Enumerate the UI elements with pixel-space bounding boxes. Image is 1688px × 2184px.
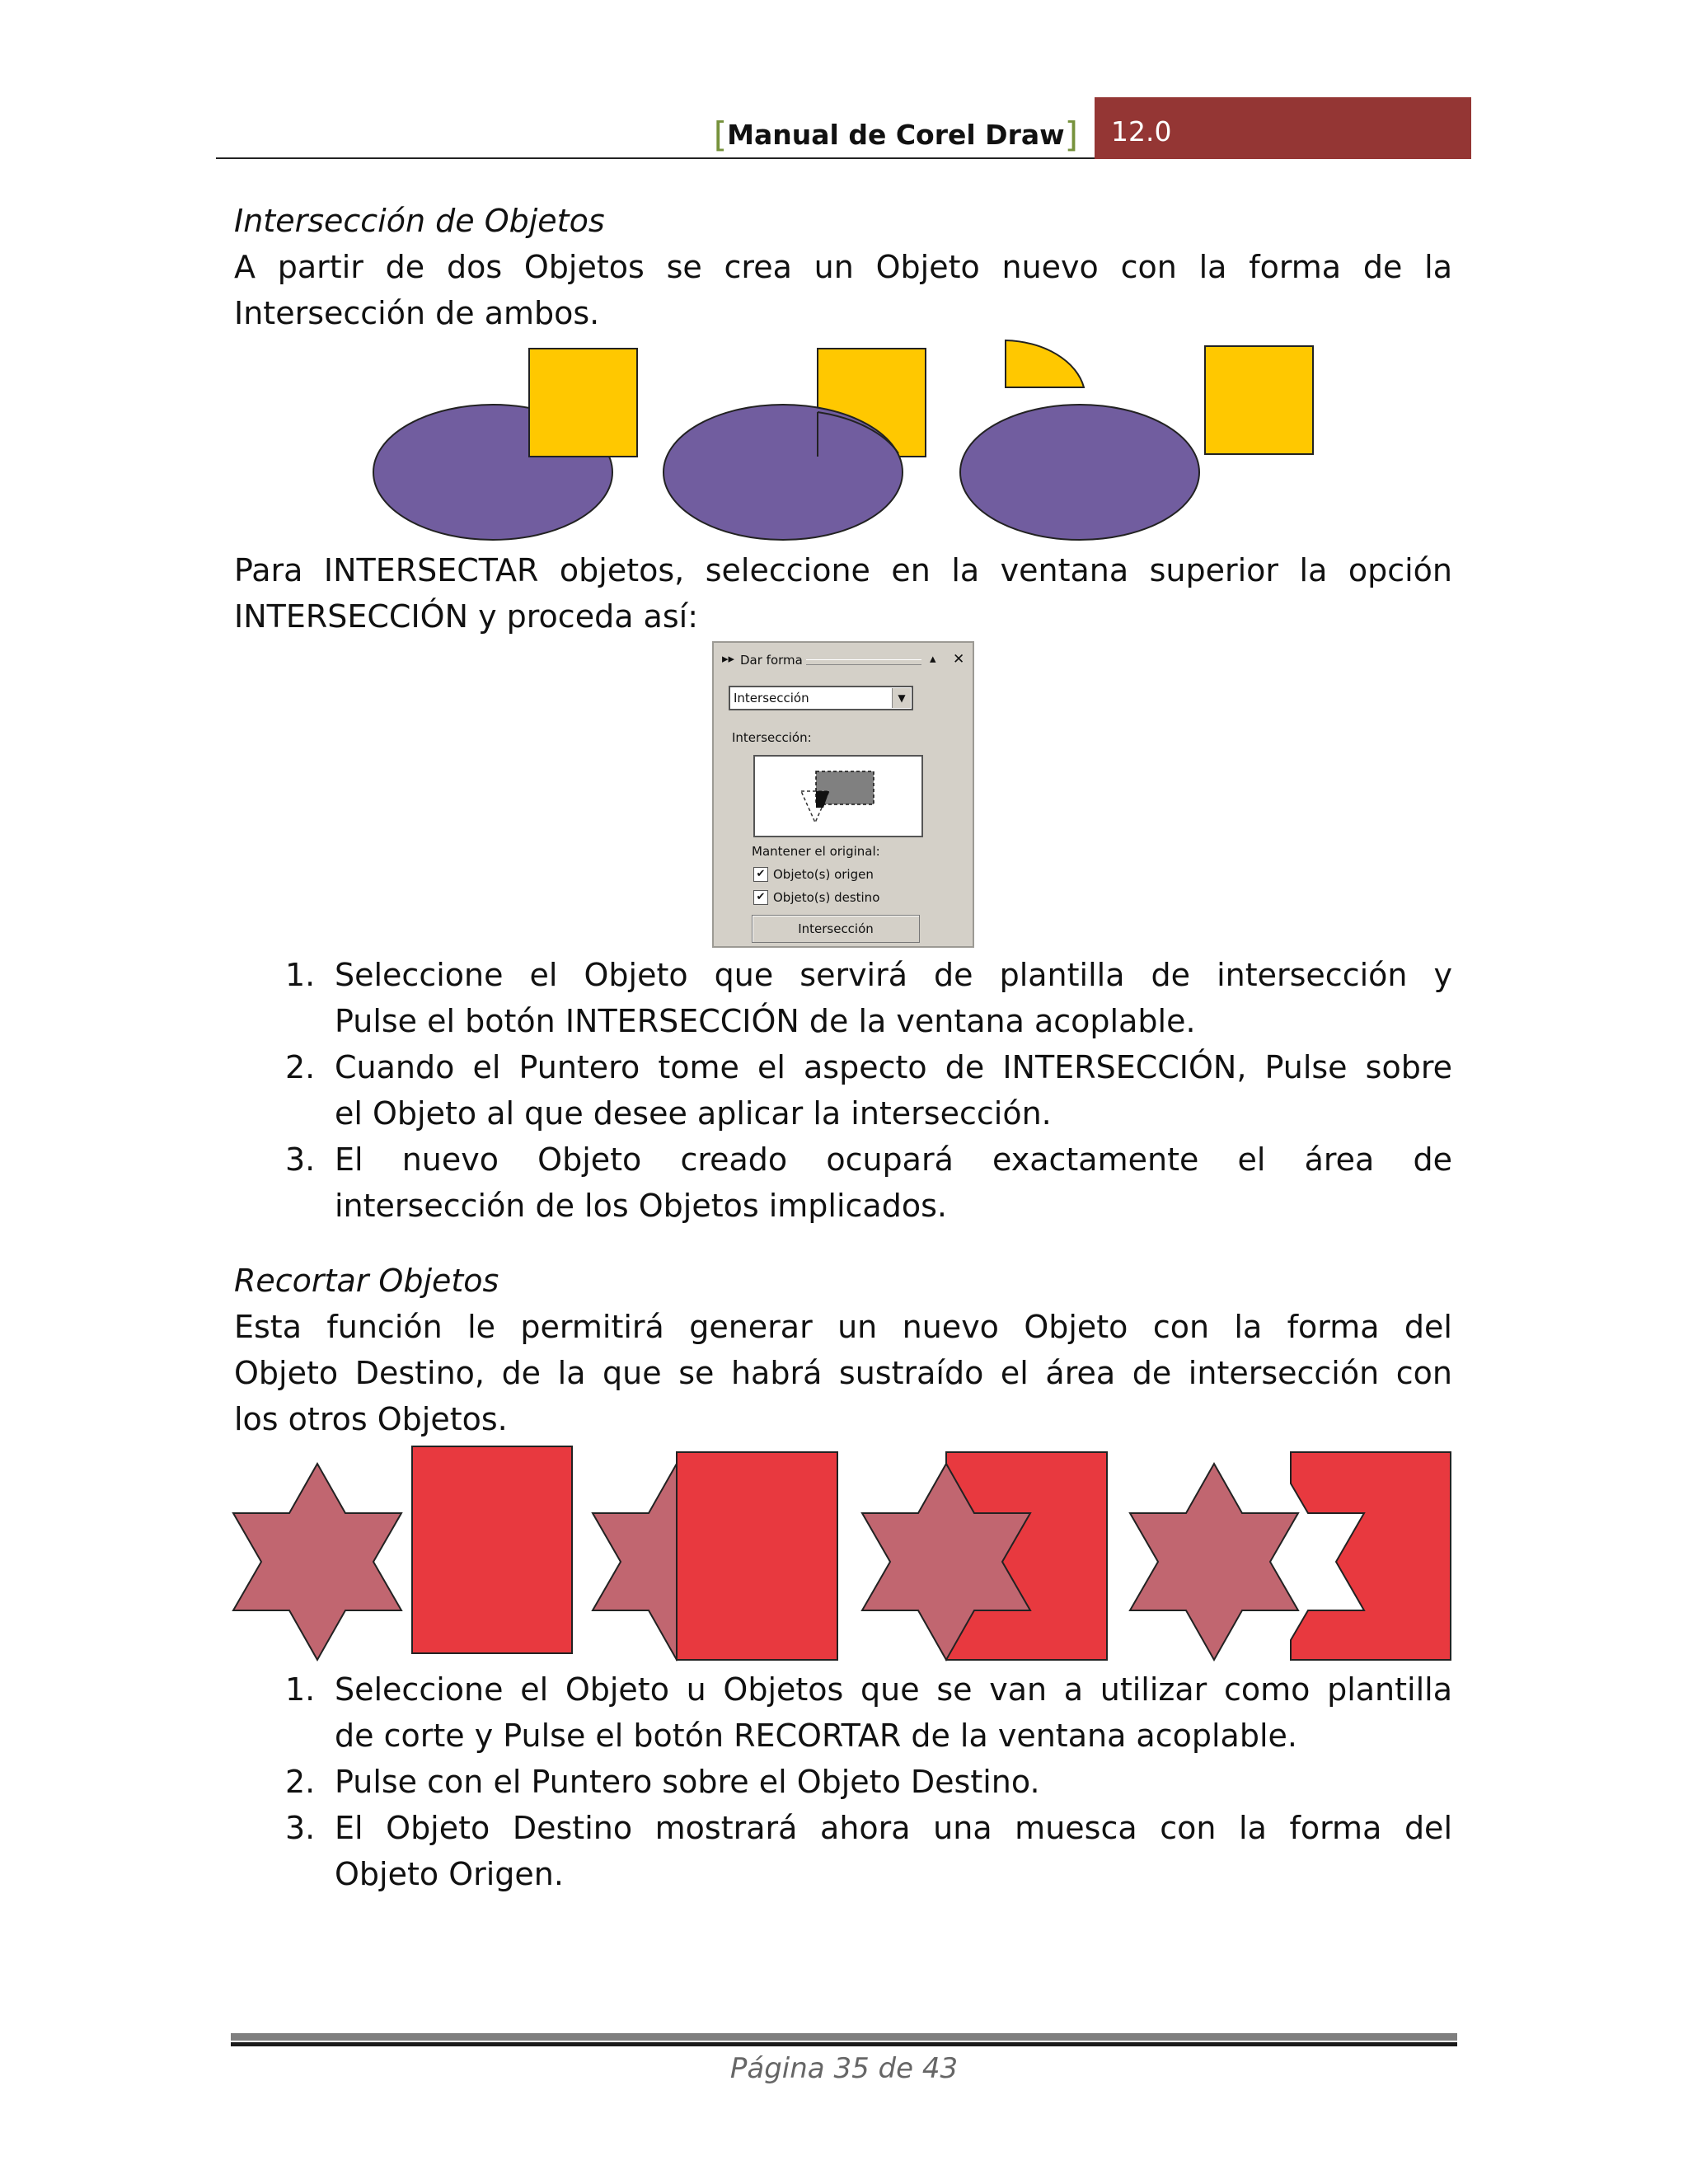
version-label: 12.0 [1111,115,1172,148]
collapse-arrow-icon[interactable]: ▴ [930,651,936,666]
intersection-illustration [363,334,1327,548]
intersection-piece [1006,340,1084,387]
close-icon[interactable]: ✕ [953,651,965,668]
trim-step-1-line2: de corte y Pulse el botón RECORTAR de la ventana acoplable. [335,1718,1297,1754]
target-objects-label: Objeto(s) destino [773,890,880,905]
yellow-square [529,349,637,457]
intersection-step-3-line2: intersección de los Objetos implicados. [335,1188,947,1224]
yellow-square [1205,346,1313,454]
intersection-step-3-line1: El nuevo Objeto creado ocupará exactamente el área de [335,1141,1452,1178]
intersection-instruction-line1: Para INTERSECTAR objetos, seleccione en la ventana superior la opción [234,552,1452,588]
star-rectangle-overlap-front [862,1452,1107,1660]
open-bracket: [ [713,115,728,155]
operation-preview [753,755,923,837]
purple-ellipse [960,405,1199,540]
source-objects-checkbox[interactable]: ✔ [753,867,768,882]
trim-intro-line2: Objeto Destino, de la que se habrá sustraído el área de intersección con [234,1355,1452,1391]
intersection-step-2-line1: Cuando el Puntero tome el aspecto de INTERSECCIÓN, Pulse sobre [335,1049,1452,1085]
trim-step-3-number: 3. [285,1810,316,1846]
intersection-step-3-number: 3. [285,1141,316,1178]
intersection-intro-line2: Intersección de ambos. [234,295,600,331]
intersection-preview-icon [755,757,921,836]
intersection-step-1-number: 1. [285,957,316,993]
star-rectangle-overlap-back [593,1452,837,1660]
trim-intro-line1: Esta función le permitirá generar un nuevo Objeto con la forma del [234,1309,1452,1345]
purple-ellipse [663,405,903,540]
section-heading-trim: Recortar Objetos [234,1263,499,1299]
target-objects-checkbox[interactable]: ✔ [753,890,768,905]
panel-title-grip [806,659,921,665]
section-heading-intersection: Intersección de Objetos [234,203,605,239]
trimmed-rectangle [1291,1452,1451,1660]
intersection-section-label: Intersección: [732,730,812,745]
keep-original-label: Mantener el original: [752,844,880,859]
panel-grip-icon[interactable]: ▸▸ [722,651,735,666]
intersection-instruction-line2: INTERSECCIÓN y proceda así: [234,598,699,635]
source-objects-label: Objeto(s) origen [773,867,874,882]
trimmed-result [1130,1452,1451,1660]
trim-intro-line3: los otros Objetos. [234,1401,508,1437]
document-header-title [713,112,1078,155]
trim-illustration [231,1442,1459,1665]
trim-step-2-line1: Pulse con el Puntero sobre el Objeto Destino. [335,1764,1040,1800]
panel-title: Dar forma [740,653,803,668]
shaping-docker-panel [712,641,974,948]
close-bracket: ] [1064,115,1078,155]
trim-step-1-line1: Seleccione el Objeto u Objetos que se van a utilizar como plantilla [335,1671,1452,1708]
hexagram-star [233,1464,401,1660]
chevron-down-icon[interactable]: ▼ [892,688,911,708]
header-rule [216,157,1095,159]
red-rectangle [677,1452,837,1660]
intersection-step-2-line2: el Objeto al que desee aplicar la intersección. [335,1095,1052,1132]
trim-step-3-line2: Objeto Origen. [335,1856,564,1892]
intersection-intro-line1: A partir de dos Objetos se crea un Objeto nuevo con la forma de la [234,249,1452,285]
red-rectangle [412,1446,572,1653]
ellipse-square-overlap-1 [373,349,637,540]
intersect-apply-button[interactable]: Intersección [752,915,920,943]
footer-rule-black [231,2042,1457,2046]
trim-step-1-number: 1. [285,1671,316,1708]
ellipse-square-overlap-2 [663,349,926,540]
dropdown-value: Intersección [734,691,809,705]
intersection-step-1-line2: Pulse el botón INTERSECCIÓN de la ventana acoplable. [335,1003,1196,1039]
star-rectangle-separate [233,1446,572,1660]
trim-step-3-line1: El Objeto Destino mostrará ahora una muesca con la forma del [335,1810,1452,1846]
intersection-step-1-line1: Seleccione el Objeto que servirá de plantilla de intersección y [335,957,1452,993]
hexagram-star [1130,1464,1298,1660]
intersection-result [960,340,1313,540]
page-number: Página 35 de 43 [729,2052,959,2085]
intersection-step-2-number: 2. [285,1049,316,1085]
footer-rule-gray [231,2033,1457,2041]
manual-title: Manual de Corel Draw [727,119,1065,151]
operation-dropdown[interactable] [729,686,913,710]
trim-step-2-number: 2. [285,1764,316,1800]
